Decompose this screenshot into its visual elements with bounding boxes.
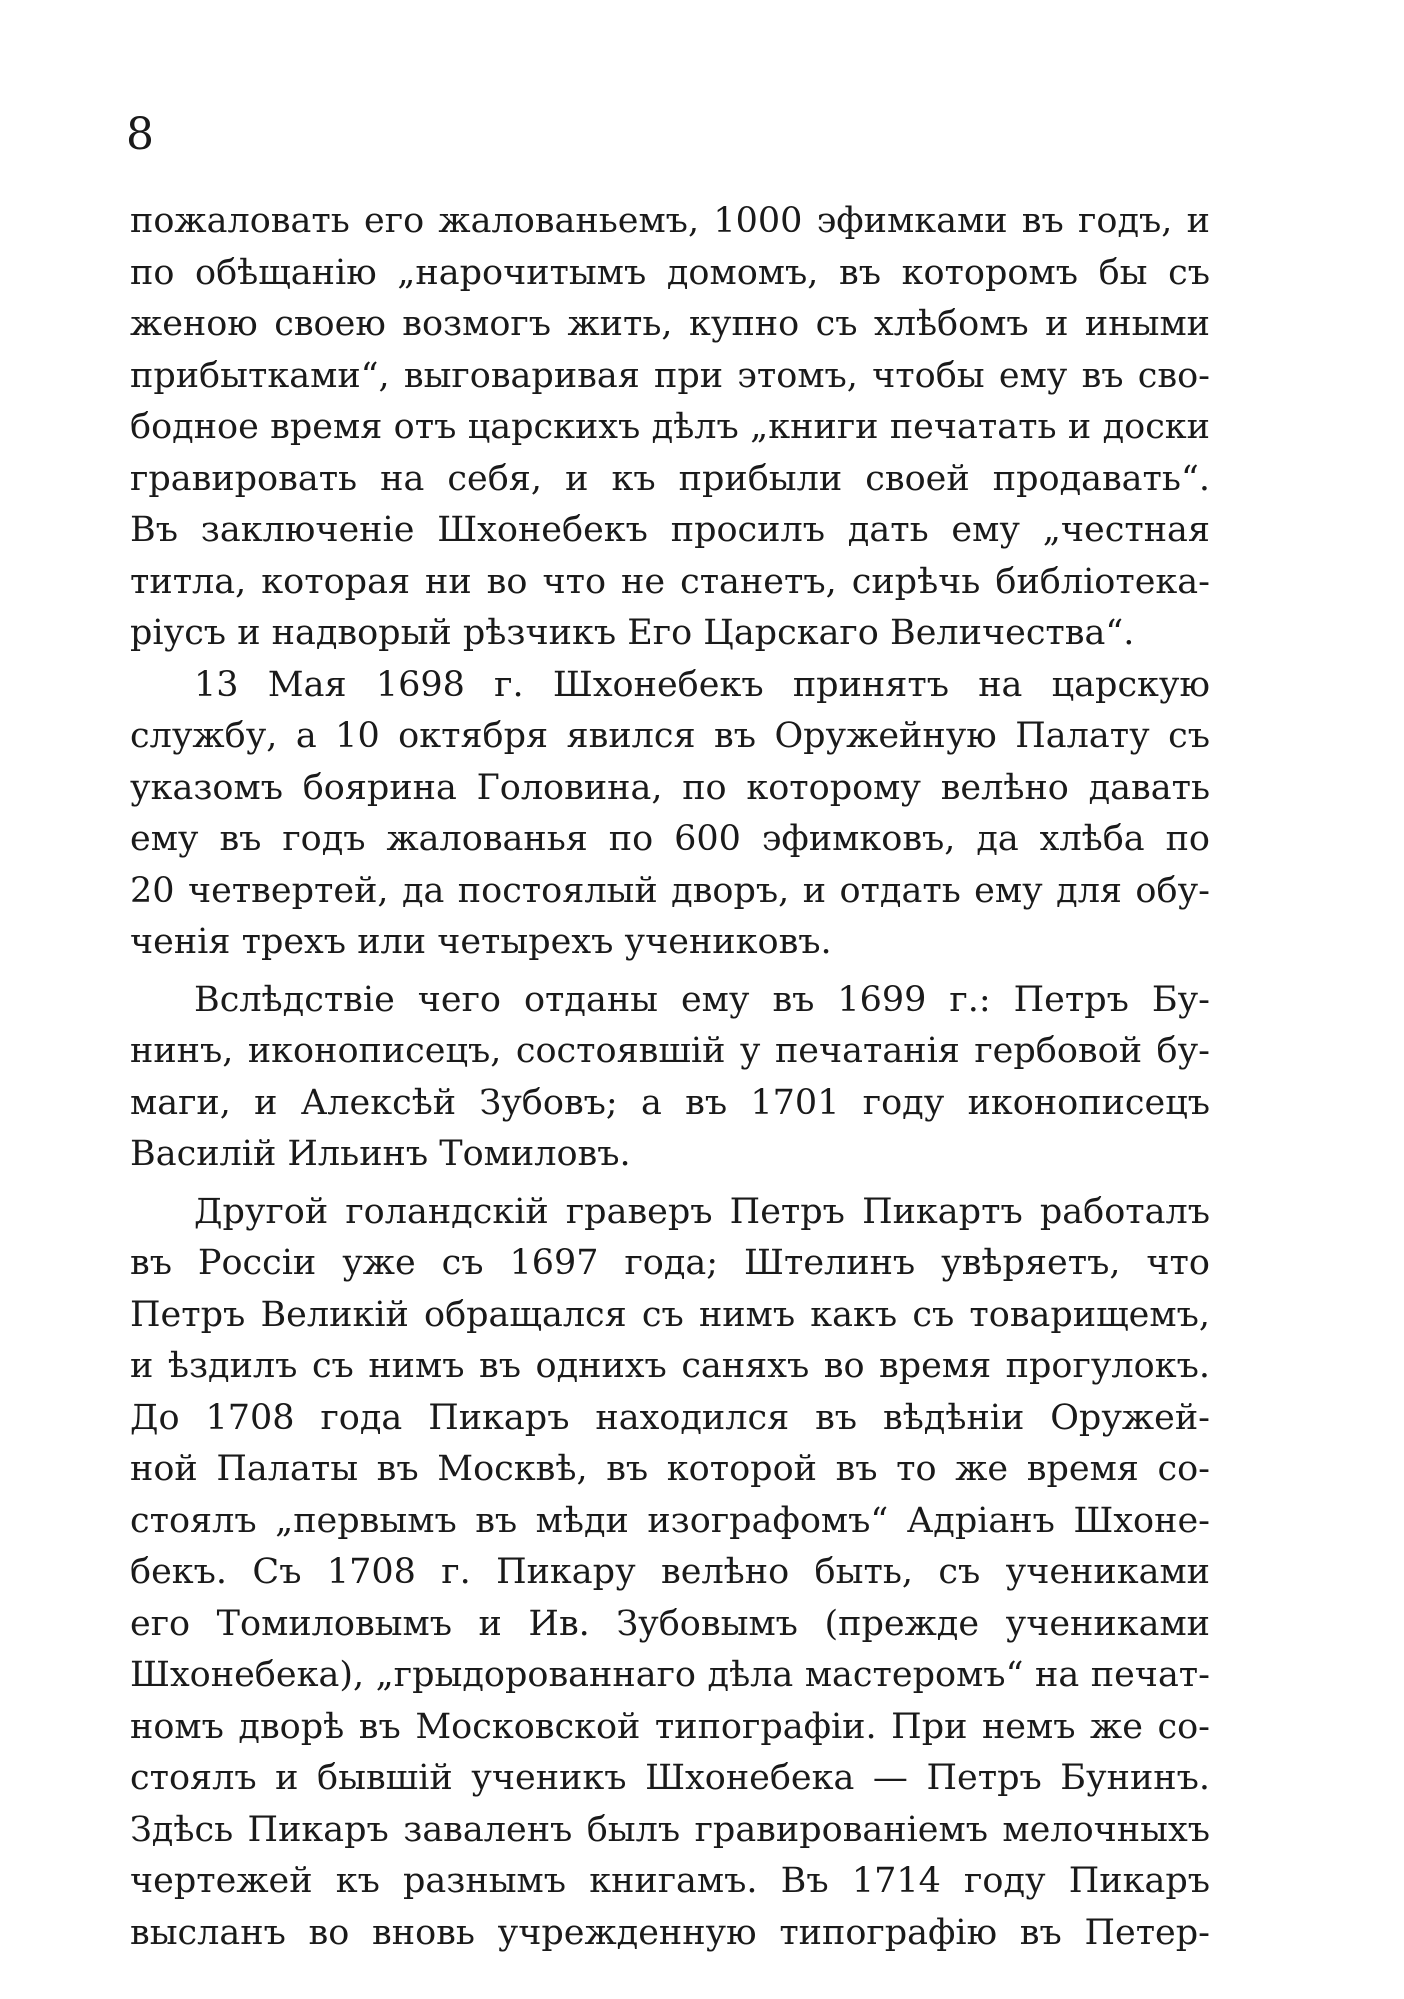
text-line: чертежей къ разнымъ книгамъ. Въ 1714 году Пикаръ	[130, 1861, 1210, 1901]
text-line: указомъ боярина Головина, по которому велѣно давать	[130, 767, 1210, 808]
text-line: службу, а 10 октября явился въ Оружейную Палату съ	[130, 716, 1210, 756]
text-line: бодное время отъ царскихъ дѣлъ „книги печатать и доски	[130, 407, 1210, 447]
text-line: титла, которая ни во что не станетъ, сирѣчь библіотека-	[130, 561, 1210, 602]
text-line: Здѣсь Пикаръ заваленъ былъ гравированіемъ мелочныхъ	[130, 1809, 1210, 1850]
text-line: пожаловать его жалованьемъ, 1000 эфимками въ годъ, и	[130, 201, 1210, 241]
text-line: Петръ Великій обращался съ нимъ какъ съ товарищемъ,	[130, 1294, 1210, 1335]
text-line: Въ заключеніе Шхонебекъ просилъ дать ему „честная	[130, 510, 1210, 550]
text-line: стоялъ и бывшій ученикъ Шхонебека — Петръ Бунинъ.	[130, 1758, 1210, 1798]
text-line: Другой голандскій граверъ Петръ Пикартъ работалъ	[194, 1191, 1210, 1232]
text-line: номъ дворѣ въ Московской типографіи. При немъ же со-	[130, 1706, 1210, 1747]
text-line: по обѣщанію „нарочитымъ домомъ, въ которомъ бы съ	[130, 252, 1210, 293]
paragraph-1	[130, 196, 1210, 660]
text-line: высланъ во вновь учрежденную типографію въ Петер-	[130, 1912, 1210, 1953]
text-line: прибытками“, выговаривая при этомъ, чтобы ему въ сво-	[130, 355, 1210, 396]
text-line: нинъ, иконописецъ, состоявшій у печатанія гербовой бу-	[130, 1031, 1210, 1071]
text-line: До 1708 года Пикаръ находился въ вѣдѣніи Оружей-	[130, 1397, 1210, 1438]
text-line: гравировать на себя, и къ прибыли своей продавать“.	[130, 458, 1210, 499]
text-line: Вслѣдствіе чего отданы ему въ 1699 г.: Петръ Бу-	[194, 979, 1210, 1020]
text-line: въ Россіи уже съ 1697 года; Штелинъ увѣряетъ, что	[130, 1243, 1210, 1283]
text-line: ченія трехъ или четырехъ учениковъ.	[130, 922, 832, 962]
text-line: ріусъ и надворый рѣзчикъ Его Царскаго Величества“.	[130, 613, 1135, 653]
page-number: 8	[126, 109, 154, 160]
text-line: 20 четвертей, да постоялый дворъ, и отдать ему для обу-	[130, 870, 1210, 911]
paragraph-3	[130, 975, 1210, 1181]
text-line: ему въ годъ жалованья по 600 эфимковъ, да хлѣба по	[130, 819, 1210, 859]
text-line: женою своею возмогъ жить, купно съ хлѣбомъ и иными	[130, 304, 1210, 344]
text-line: стоялъ „первымъ въ мѣди изографомъ“ Адріанъ Шхоне-	[130, 1500, 1210, 1541]
text-line: ной Палаты въ Москвѣ, въ которой въ то же время со-	[130, 1449, 1210, 1489]
text-line: 13 Мая 1698 г. Шхонебекъ принятъ на царскую	[194, 664, 1210, 705]
text-line: бекъ. Съ 1708 г. Пикару велѣно быть, съ учениками	[130, 1552, 1210, 1592]
text-line: Василій Ильинъ Томиловъ.	[130, 1134, 631, 1174]
text-line: его Томиловымъ и Ив. Зубовымъ (прежде учениками	[130, 1603, 1210, 1644]
paragraph-2	[130, 660, 1210, 969]
text-line: маги, и Алексѣй Зубовъ; а въ 1701 году иконописецъ	[130, 1082, 1210, 1123]
text-line: Шхонебека), „грыдорованнаго дѣла мастеромъ“ на печат-	[130, 1655, 1210, 1695]
paragraph-4	[130, 1187, 1210, 1960]
body-text	[130, 196, 1210, 1959]
text-line: и ѣздилъ съ нимъ въ однихъ саняхъ во время прогулокъ.	[130, 1346, 1210, 1386]
